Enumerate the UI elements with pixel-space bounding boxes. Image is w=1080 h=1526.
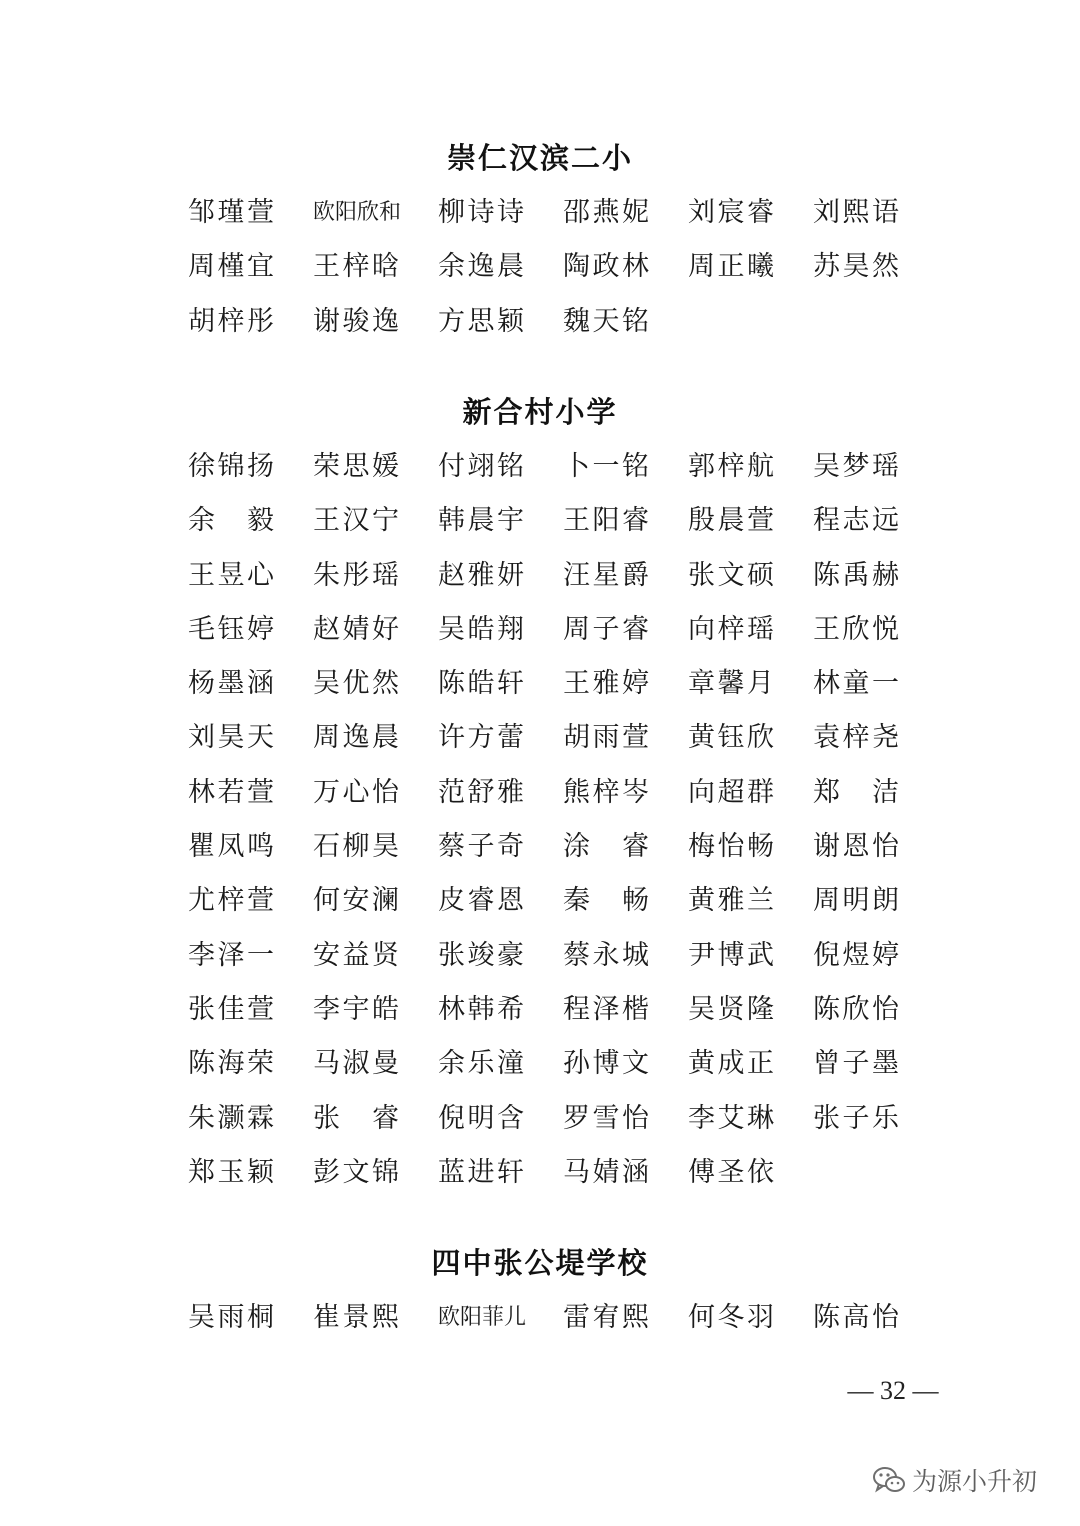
student-name: 向梓瑶 (688, 613, 774, 645)
student-name: 卜一铭 (563, 451, 649, 482)
student-name: 邹瑾萱 (188, 197, 274, 228)
student-name: 彭文锦 (313, 1156, 399, 1188)
name-row (188, 827, 938, 881)
student-name: 张文硕 (688, 559, 774, 591)
student-name: 皮睿恩 (438, 885, 524, 917)
student-name: 蔡子奇 (438, 831, 524, 863)
names-grid (188, 1298, 938, 1352)
student-name: 程志远 (813, 505, 899, 537)
student-name: 王梓晗 (313, 251, 399, 283)
student-name: 林童一 (813, 668, 899, 700)
student-name: 梅怡畅 (688, 831, 774, 863)
student-name: 马婧涵 (563, 1156, 649, 1188)
student-name: 韩晨宇 (438, 505, 524, 537)
student-name: 石柳昊 (313, 831, 399, 863)
name-row (188, 1044, 938, 1098)
student-name: 范舒雅 (438, 776, 524, 808)
name-row (188, 1298, 938, 1352)
student-name: 马淑曼 (313, 1048, 399, 1080)
student-name: 魏天铭 (563, 305, 649, 337)
student-name: 李泽一 (188, 939, 274, 971)
student-name: 张竣豪 (438, 939, 524, 971)
name-row (188, 936, 938, 990)
student-name: 倪明含 (438, 1102, 524, 1134)
student-name: 孙博文 (563, 1048, 649, 1080)
student-name: 罗雪怡 (563, 1102, 649, 1134)
student-name: 吴皓翔 (438, 613, 524, 645)
student-name: 秦 畅 (563, 885, 649, 917)
student-name: 汪星爵 (563, 559, 649, 591)
student-name: 陶政林 (563, 251, 649, 283)
student-name: 余乐潼 (438, 1048, 524, 1080)
student-name: 吴贤隆 (688, 993, 774, 1025)
student-name: 袁梓尧 (813, 722, 899, 754)
student-name: 向超群 (688, 776, 774, 808)
section-title: 四中张公堤学校 (431, 1246, 649, 1280)
name-row (188, 1153, 938, 1207)
name-row (188, 718, 938, 772)
student-name: 吴梦瑶 (813, 451, 899, 482)
student-name: 张 睿 (313, 1102, 399, 1134)
watermark (872, 1462, 1072, 1498)
student-name: 王昱心 (188, 559, 274, 591)
student-name: 许方蕾 (438, 722, 524, 754)
names-grid (188, 193, 938, 356)
student-name: 赵婧好 (313, 613, 399, 645)
student-name: 刘熙语 (813, 197, 899, 228)
name-row (188, 1099, 938, 1153)
student-name: 陈禹赫 (813, 559, 899, 591)
student-name: 程泽楷 (563, 993, 649, 1025)
student-name: 欧阳菲儿 (438, 1305, 527, 1330)
student-name: 欧阳欣和 (313, 200, 402, 225)
student-name: 李艾琳 (688, 1102, 774, 1134)
student-name: 陈欣怡 (813, 993, 899, 1025)
name-row (188, 610, 938, 664)
student-name: 郑玉颖 (188, 1156, 274, 1188)
watermark-text: 为源小升初 (912, 1467, 1038, 1496)
student-name: 陈高怡 (813, 1302, 899, 1333)
student-name: 尤梓萱 (188, 885, 274, 917)
student-name: 郭梓航 (688, 451, 774, 482)
student-name: 何冬羽 (688, 1302, 774, 1333)
names-grid (188, 447, 938, 1207)
student-name: 杨墨涵 (188, 668, 274, 700)
student-name: 王汉宁 (313, 505, 399, 537)
name-row (188, 247, 938, 301)
student-name: 李宇皓 (313, 993, 399, 1025)
student-name: 瞿凤鸣 (188, 831, 274, 863)
student-name: 胡梓彤 (188, 305, 274, 337)
student-name: 毛钰婷 (188, 613, 274, 645)
student-name: 蔡永城 (563, 939, 649, 971)
student-name: 吴雨桐 (188, 1302, 274, 1333)
student-name: 徐锦扬 (188, 451, 274, 482)
student-name: 付翊铭 (438, 451, 524, 482)
student-name: 荣思媛 (313, 451, 399, 482)
student-name: 陈皓轩 (438, 668, 524, 700)
student-name: 王阳睿 (563, 505, 649, 537)
student-name: 周槿宜 (188, 251, 274, 283)
student-name: 章馨月 (688, 668, 774, 700)
student-name: 蓝进轩 (438, 1156, 524, 1188)
student-name: 朱灏霖 (188, 1102, 274, 1134)
student-name: 谢骏逸 (313, 305, 399, 337)
student-name: 朱彤瑶 (313, 559, 399, 591)
student-name: 周逸晨 (313, 722, 399, 754)
student-name: 林韩希 (438, 993, 524, 1025)
student-name: 方思颖 (438, 305, 524, 337)
name-row (188, 664, 938, 718)
student-name: 刘宸睿 (688, 197, 774, 228)
student-name: 苏昊然 (813, 251, 899, 283)
student-name: 张佳萱 (188, 993, 274, 1025)
student-name: 王雅婷 (563, 668, 649, 700)
name-row (188, 881, 938, 935)
student-name: 郑 洁 (813, 776, 899, 808)
student-name: 傅圣依 (688, 1156, 774, 1188)
student-name: 吴优然 (313, 668, 399, 700)
student-name: 雷宥熙 (563, 1302, 649, 1333)
name-row (188, 773, 938, 827)
student-name: 柳诗诗 (438, 197, 524, 228)
student-name: 陈海荣 (188, 1048, 274, 1080)
name-row (188, 302, 938, 356)
section-title: 崇仁汉滨二小 (446, 141, 633, 175)
student-name: 邵燕妮 (563, 197, 649, 228)
student-name: 余 毅 (188, 505, 274, 537)
student-name: 刘昊天 (188, 722, 274, 754)
student-name: 曾子墨 (813, 1048, 899, 1080)
student-name: 周正曦 (688, 251, 774, 283)
student-name: 何安澜 (313, 885, 399, 917)
student-name: 黄雅兰 (688, 885, 774, 917)
student-name: 谢恩怡 (813, 831, 899, 863)
name-row (188, 990, 938, 1044)
student-name: 万心怡 (313, 776, 399, 808)
student-name: 林若萱 (188, 776, 274, 808)
student-name: 熊梓岑 (563, 776, 649, 808)
student-name: 安益贤 (313, 939, 399, 971)
student-name: 周明朗 (813, 885, 899, 917)
student-name: 黄钰欣 (688, 722, 774, 754)
student-name: 胡雨萱 (563, 722, 649, 754)
student-name: 殷晨萱 (688, 505, 774, 537)
student-name: 张子乐 (813, 1102, 899, 1134)
name-row (188, 447, 938, 501)
student-name: 涂 睿 (563, 831, 649, 863)
student-name: 王欣悦 (813, 613, 899, 645)
name-row (188, 556, 938, 610)
student-name: 黄成正 (688, 1048, 774, 1080)
wechat-icon (872, 1465, 906, 1495)
name-row (188, 193, 938, 247)
student-name: 赵雅妍 (438, 559, 524, 591)
section-title: 新合村小学 (462, 395, 618, 429)
name-row (188, 501, 938, 555)
student-name: 倪煜婷 (813, 939, 899, 971)
student-name: 崔景熙 (313, 1302, 399, 1333)
student-name: 余逸晨 (438, 251, 524, 283)
student-name: 尹博武 (688, 939, 774, 971)
page-number: — 32 — (847, 1376, 939, 1405)
student-name: 周子睿 (563, 613, 649, 645)
